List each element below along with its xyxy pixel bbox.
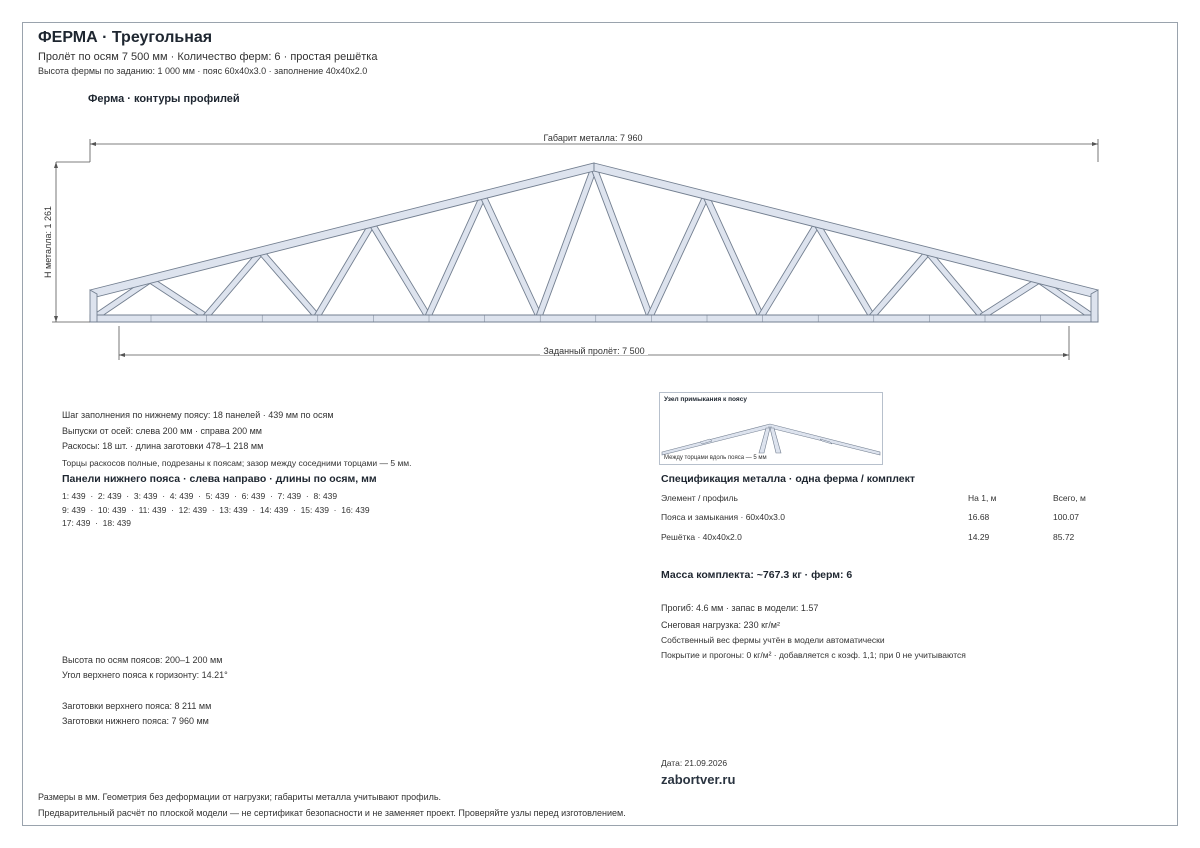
panel-item: 10: 439 [97, 504, 127, 515]
roof-load-text: Покрытие и прогоны: 0 кг/м² · добавляется с коэф. 1,1; при 0 не учитываются [661, 650, 966, 660]
truss-diagonal [480, 195, 541, 318]
truss-diagonal [647, 195, 708, 318]
top-blanks-text: Заготовки верхнего пояса: 8 211 мм [62, 701, 212, 711]
panel-item: 7: 439 [277, 491, 302, 501]
inset-title: Узел примыкания к поясу [664, 396, 747, 403]
spec-row-chords-total: 100.07 [1053, 512, 1079, 522]
page-subtitle: Пролёт по осям 7 500 мм · Количество ферм: 6 · простая решётка [38, 51, 378, 63]
truss-end-post-left [90, 290, 97, 322]
footer-note-2: Предварительный расчёт по плоской модели — не сертификат безопасности и не заменяет проект. Проверяйте узлы перед изготовлением. [38, 808, 626, 818]
snow-text: Снеговая нагрузка: 230 кг/м² [661, 620, 780, 630]
panel-item: 8: 439 [313, 491, 338, 501]
panels-title: Панели нижнего пояса · слева направо · длины по осям, мм [62, 473, 377, 485]
spec-header-total: Всего, м [1053, 493, 1086, 503]
node-detail-drawing [660, 393, 882, 464]
height-dimension [43, 162, 90, 322]
fill-step-text: Шаг заполнения по нижнему поясу: 18 панелей · 439 мм по осям [62, 410, 334, 420]
node-detail-inset [659, 392, 883, 465]
panel-item: 13: 439 [219, 504, 248, 515]
span-dim-label: Заданный пролёт: 7 500 [543, 346, 645, 356]
panel-item: 18: 439 [102, 518, 132, 528]
panel-item: 4: 439 [169, 491, 194, 501]
spec-title: Спецификация металла · одна ферма / комплект [661, 473, 916, 485]
angle-text: Угол верхнего пояса к горизонту: 14.21° [62, 670, 228, 680]
overall-dimension [90, 132, 1098, 162]
truss-diagonal [703, 195, 763, 318]
page-note: Высота фермы по заданию: 1 000 мм · пояс 60x40x3.0 · заполнение 40x40x2.0 [38, 66, 368, 76]
height-dim-label: H металла: 1 261 [43, 206, 53, 278]
page-title: ФЕРМА · Треугольная [38, 29, 213, 46]
spec-row-chords-element: Пояса и замыкания · 60x40x3.0 [661, 512, 785, 522]
panel-item: 5: 439 [205, 491, 230, 501]
truss-diagonal [259, 250, 320, 319]
spec-row-web-per-one: 14.29 [968, 532, 990, 542]
panel-item: 14: 439 [259, 504, 289, 515]
date-text: Дата: 21.09.2026 [661, 758, 728, 768]
deflection-text: Прогиб: 4.6 мм · запас в модели: 1.57 [661, 603, 819, 613]
inset-caption: Между торцами вдоль пояса — 5 мм [664, 455, 767, 461]
panel-item: 1: 439 [62, 491, 86, 501]
panel-item: 9: 439 [62, 504, 86, 515]
truss-end-post-right [1091, 290, 1098, 322]
drawing-title: Ферма · контуры профилей [88, 93, 240, 105]
truss-diagonal [870, 250, 931, 318]
spec-row-web-total: 85.72 [1053, 532, 1075, 542]
truss-drawing [0, 0, 1200, 380]
truss-diagonal [369, 222, 430, 318]
spec-mass: Масса комплекта: ~767.3 кг · ферм: 6 [661, 569, 853, 581]
spec-row-chords-per-one: 16.68 [968, 512, 990, 522]
panel-item: 11: 439 [138, 504, 167, 515]
truss-bottom-chord [90, 315, 1098, 322]
truss-diagonal [591, 167, 653, 318]
heights-text: Высота по осям поясов: 200–1 200 мм [62, 655, 223, 665]
truss-diagonal [148, 277, 207, 319]
truss-diagonal [980, 278, 1040, 319]
braces-text: Раскосы: 18 шт. · длина заготовки 478–1 218 мм [62, 441, 264, 451]
truss-members [90, 163, 1098, 322]
overall-dim-label: Габарит металла: 7 960 [543, 133, 643, 143]
ends-text: Торцы раскосов полные, подрезаны к поясам; зазор между соседними торцами — 5 мм. [62, 458, 412, 468]
spec-row-web-element: Решётка · 40x40x2.0 [661, 532, 742, 542]
panel-item: 17: 439 [62, 518, 91, 528]
panel-item: 12: 439 [178, 504, 207, 515]
panel-item: 16: 439 [341, 504, 370, 515]
panel-item: 6: 439 [241, 491, 266, 501]
panels-list: 1: 439 · 2: 439 · 3: 439 · 4: 439 · 5: 439 · 6: 439 · 7: 439 · 8: 439 9: 439 · 10: 439 · 11: 439 · 12: 439 · 13: 439 · 14: 439 · 15: 439 · 16: 439 17: 439 · 18: 439 [62, 491, 370, 528]
spec-header-per-one: На 1, м [968, 493, 997, 503]
panel-item: 15: 439 [300, 504, 329, 515]
panel-item: 3: 439 [133, 491, 158, 501]
span-dimension [119, 326, 1069, 360]
brand-name: zabortver.ru [661, 772, 736, 787]
offsets-text: Выпуски от осей: слева 200 мм · справа 200 мм [62, 426, 262, 436]
truss-diagonal [758, 223, 819, 318]
footer-note-1: Размеры в мм. Геометрия без деформации от нагрузки; габариты металла учитывают профиль. [38, 792, 442, 802]
bottom-blanks-text: Заготовки нижнего пояса: 7 960 мм [62, 716, 209, 726]
panel-item: 2: 439 [97, 491, 122, 501]
truss-diagonal [425, 195, 485, 318]
spec-header-element: Элемент / профиль [661, 493, 738, 503]
selfweight-text: Собственный вес фермы учтён в модели автоматически [661, 635, 885, 645]
truss-diagonal [536, 167, 597, 318]
